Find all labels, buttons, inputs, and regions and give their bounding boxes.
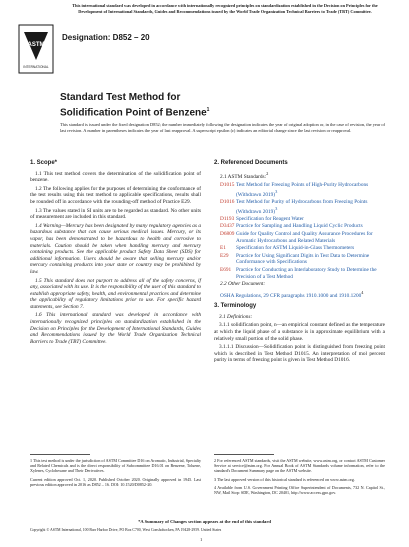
title-line-1: Standard Test Method for xyxy=(60,92,181,103)
reference-item[interactable] xyxy=(220,182,385,198)
footnote-mark: 2 xyxy=(266,170,269,176)
reference-item[interactable] xyxy=(220,253,385,266)
paragraph-1-3: 1.3 The values stated in SI units are to be regarded as standard. No other units of measurement are included in this standard. xyxy=(30,207,201,221)
paragraph-1-5: 1.5 This standard does not purport to address all of the safety concerns, if any, associated with its use. It is the responsibility of the user of this standard to establish appropriate safety, health, and environmental practices and determine the applicability of regulatory limitations prior to use. For specific hazard statements, see Section 7. xyxy=(30,277,201,310)
reference-title[interactable]: Specification for Reagent Water xyxy=(236,215,304,222)
reference-code[interactable]: E1 xyxy=(220,245,226,252)
osha-reference[interactable]: OSHA Regulations, 29 CFR paragraphs 1910.1000 and 1910.1200$^4$ xyxy=(220,289,364,299)
reference-title[interactable]: Test Method for Purity of Hydrocarbons from Freezing Points (Withdrawn 2019)$^3$ xyxy=(236,198,368,215)
reference-title[interactable]: Guide for Quality Control and Quality Assurance Procedures for Aromatic Hydrocarbons and Related Materials xyxy=(236,231,373,244)
footnote: 4 Available from U.S. Government Printing Office Superintendent of Documents, 732 N. Capitol St., NW, Mail Stop: SDE, Washington, DC 20401, http://www.access.gpo.gov. xyxy=(214,484,385,496)
footnote: 1 This test method is under the jurisdiction of ASTM Committee D16 on Aromatic, Industrial, Specialty and Related Chemicals and is the direct responsibility of Subcommittee D16.01 on Benzene, Toluene, Xylenes, Cyclohexane and Their Derivatives. xyxy=(30,458,201,474)
paragraph-3-1-1: 3.1.1 solidification point, n—an empirical constant defined as the temperature at which the liquid phase of a substance is in approximate equilibrium with a relatively small portion of the solid phase. xyxy=(214,322,385,342)
section-heading-referenced-documents: 2. Referenced Documents xyxy=(214,160,288,166)
reference-code[interactable]: D1015 xyxy=(220,181,235,188)
paragraph-3-1-1-1: 3.1.1.1 Discussion—Solidification point is distinguished from freezing point which is described in Test Method D1015. An interpretation of mol percent purity in terms of freezing point is given in Test Method D1016. xyxy=(214,344,385,364)
reference-code[interactable]: D6809 xyxy=(220,231,235,238)
reference-code[interactable]: D1016 xyxy=(220,198,235,205)
reference-list xyxy=(214,182,385,280)
paragraph-2-2: 2.2 Other Document: xyxy=(220,281,266,288)
reference-item[interactable] xyxy=(220,199,385,215)
paragraph-2-1: 2.1 ASTM Standards:$^2$ xyxy=(220,170,269,180)
document-title xyxy=(60,92,209,119)
paragraph-3-1: 3.1 Definitions: xyxy=(219,313,253,320)
paragraph-1-2: 1.2 The following applies for the purposes of determining the conformance of the test results using this test method to applicable specifications, results shall be rounded off in accordance with the rounding-off method of Practice E29. xyxy=(30,185,201,205)
left-column xyxy=(30,160,201,347)
reference-item[interactable] xyxy=(220,216,385,223)
reference-item[interactable] xyxy=(220,267,385,280)
section-heading-terminology: 3. Terminology xyxy=(214,303,257,310)
reference-title[interactable]: Practice for Using Significant Digits in Test Data to Determine Conformance with Specifications xyxy=(236,252,370,266)
reference-code[interactable]: D1193 xyxy=(220,215,235,222)
reference-item[interactable] xyxy=(220,245,385,252)
reference-code[interactable]: D3437 xyxy=(220,223,235,230)
footnote-divider xyxy=(30,454,90,455)
footnote: 3 The last approved version of this historical standard is referenced on www.astm.org. xyxy=(214,476,355,482)
footnote: 2 For referenced ASTM standards, visit the ASTM website, www.astm.org, or contact ASTM Customer Service at service@astm.org. For Annual Book of ASTM Standards volume information, refer to the standard's Document Summary page on the ASTM website. xyxy=(214,458,385,474)
right-column xyxy=(214,160,385,366)
page-number: 1 xyxy=(200,537,203,542)
reference-title[interactable]: Specification for ASTM Liquid-in-Glass Thermometers xyxy=(236,245,355,252)
footnote: Current edition approved Oct. 1, 2020. Published October 2020. Originally approved in 1945. Last previous edition approved in 2016 as D852 – 16. DOI: 10.1520/D0852-20. xyxy=(30,476,201,487)
svg-text:INTERNATIONAL: INTERNATIONAL xyxy=(23,65,49,69)
footnote-divider xyxy=(214,454,274,455)
title-footnote-mark: 1 xyxy=(206,107,210,113)
designation: Designation: D852 – 20 xyxy=(62,33,150,42)
section-heading-scope: 1. Scope* xyxy=(30,160,58,166)
reference-code[interactable]: E29 xyxy=(220,252,229,259)
paragraph-1-4-warning: 1.4 Warning—Mercury has been designated by many regulatory agencies as a hazardous substance that can cause serious medical issues. Mercury, or its vapor, has been demonstrated to be hazardous to health and corrosive to materials. Caution should be taken when handling mercury and mercury containing products. See the applicable product Safety Data Sheet (SDS) for additional information. Users should be aware that selling mercury and/or mercury containing products into your state or country may be prohibited by law. xyxy=(30,222,201,275)
copyright-line: Copyright © ASTM International, 100 Barr Harbor Drive, PO Box C700, West Conshohocken, PA 19428-2959. United States xyxy=(30,528,222,532)
issuance-intro: This standard is issued under the fixed designation D852; the number immediately following the designation indicates the year of original adoption or, in the case of revision, the year of last revision. A number in parentheses indicates the year of last reapproval. A superscript epsilon (ε) indicates an editorial change since the last revision or reapproval. xyxy=(60,122,386,133)
paragraph-1-6: 1.6 This international standard was developed in accordance with internationally recognized principles on standardization established in the Decision on Principles for the Development of International Standards, Guides and Recommendations issued by the World Trade Organization Technical Barriers to Trade (TBT) Committee. xyxy=(30,312,201,345)
svg-text:ASTM: ASTM xyxy=(27,42,45,48)
wto-notice: This international standard was developed in accordance with internationally recognized principles on standardization established in the Decision on Principles for the Development of International Standards, Guides and Recommendations issued by the World Trade Organization Technical Barriers to Trade (TBT) Committee. xyxy=(72,3,378,14)
reference-item[interactable] xyxy=(220,223,385,230)
title-line-2: Solidification Point of Benzene xyxy=(60,107,207,119)
footnotes-left xyxy=(30,458,201,490)
reference-title[interactable]: Test Method for Freezing Points of High-Purity Hydrocarbons (Withdrawn 2019)$^3$ xyxy=(236,181,369,198)
footnotes-right xyxy=(214,458,385,498)
summary-of-changes-note: *A Summary of Changes section appears at the end of this standard xyxy=(138,519,271,524)
astm-logo xyxy=(18,24,54,74)
reference-title[interactable]: Practice for Conducting an Interlaboratory Study to Determine the Precision of a Test Method xyxy=(236,267,377,280)
paragraph-1-1: 1.1 This test method covers the determination of the solidification point of benzene. xyxy=(30,170,201,184)
reference-code[interactable]: E691 xyxy=(220,267,232,274)
reference-item[interactable] xyxy=(220,231,385,244)
reference-title[interactable]: Practice for Sampling and Handling Liquid Cyclic Products xyxy=(236,223,363,230)
